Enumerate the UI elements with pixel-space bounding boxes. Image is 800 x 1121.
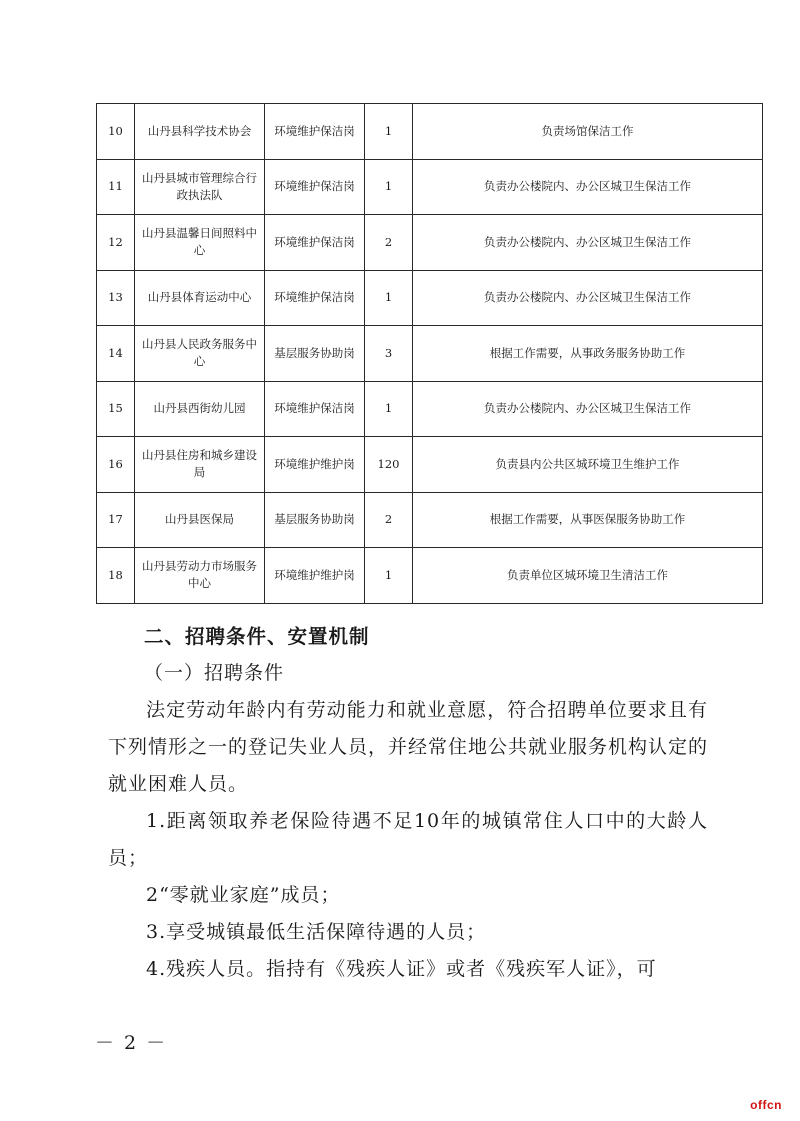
position-cell: 环境维护保洁岗 <box>265 215 365 271</box>
table-row <box>97 381 763 437</box>
row-number-cell: 18 <box>97 548 135 604</box>
duty-description-cell: 根据工作需要，从事医保服务协助工作 <box>413 492 763 548</box>
section-heading: 二、招聘条件、安置机制 <box>144 625 370 648</box>
watermark-logo: offcn <box>750 1098 782 1112</box>
duty-description-cell: 负责办公楼院内、办公区城卫生保洁工作 <box>413 270 763 326</box>
duty-description-cell: 负责场馆保洁工作 <box>413 104 763 160</box>
positions-table <box>96 103 763 604</box>
duty-description-cell: 负责县内公共区城环境卫生维护工作 <box>413 437 763 493</box>
position-cell: 基层服务协助岗 <box>265 326 365 382</box>
position-cell: 基层服务协助岗 <box>265 492 365 548</box>
body-text <box>108 618 708 988</box>
unit-name-cell: 山丹县温馨日间照料中心 <box>135 215 265 271</box>
row-number-cell: 15 <box>97 381 135 437</box>
position-cell: 环境维护保洁岗 <box>265 159 365 215</box>
unit-name-cell: 山丹县城市管理综合行政执法队 <box>135 159 265 215</box>
paragraph-item-1: 1.距离领取养老保险待遇不足10年的城镇常住人口中的大龄人员； <box>108 810 708 869</box>
headcount-cell: 3 <box>365 326 413 382</box>
headcount-cell: 1 <box>365 548 413 604</box>
table-row <box>97 215 763 271</box>
positions-table-body <box>97 104 763 604</box>
row-number-cell: 17 <box>97 492 135 548</box>
position-cell: 环境维护维护岗 <box>265 437 365 493</box>
headcount-cell: 1 <box>365 381 413 437</box>
unit-name-cell: 山丹县科学技术协会 <box>135 104 265 160</box>
unit-name-cell: 山丹县西街幼儿园 <box>135 381 265 437</box>
position-cell: 环境维护维护岗 <box>265 548 365 604</box>
headcount-cell: 2 <box>365 215 413 271</box>
unit-name-cell: 山丹县体育运动中心 <box>135 270 265 326</box>
table-row <box>97 270 763 326</box>
duty-description-cell: 负责办公楼院内、办公区城卫生保洁工作 <box>413 215 763 271</box>
headcount-cell: 2 <box>365 492 413 548</box>
paragraph-item-2: 2“零就业家庭”成员； <box>146 884 341 906</box>
paragraph-eligibility: 法定劳动年龄内有劳动能力和就业意愿，符合招聘单位要求且有下列情形之一的登记失业人员，并经常住地公共就业服务机构认定的就业困难人员。 <box>108 699 709 795</box>
duty-description-cell: 负责办公楼院内、办公区城卫生保洁工作 <box>413 159 763 215</box>
position-cell: 环境维护保洁岗 <box>265 381 365 437</box>
position-cell: 环境维护保洁岗 <box>265 270 365 326</box>
table-row <box>97 548 763 604</box>
headcount-cell: 120 <box>365 437 413 493</box>
paragraph-item-3: 3.享受城镇最低生活保障待遇的人员； <box>146 921 487 943</box>
table-row <box>97 437 763 493</box>
duty-description-cell: 负责单位区城环境卫生清洁工作 <box>413 548 763 604</box>
page-number: － 2 － <box>95 1032 168 1054</box>
duty-description-cell: 根据工作需要，从事政务服务协助工作 <box>413 326 763 382</box>
row-number-cell: 11 <box>97 159 135 215</box>
table-row <box>97 492 763 548</box>
table-row <box>97 104 763 160</box>
duty-description-cell: 负责办公楼院内、办公区城卫生保洁工作 <box>413 381 763 437</box>
row-number-cell: 16 <box>97 437 135 493</box>
row-number-cell: 14 <box>97 326 135 382</box>
headcount-cell: 1 <box>365 159 413 215</box>
position-cell: 环境维护保洁岗 <box>265 104 365 160</box>
headcount-cell: 1 <box>365 104 413 160</box>
row-number-cell: 13 <box>97 270 135 326</box>
unit-name-cell: 山丹县人民政务服务中心 <box>135 326 265 382</box>
headcount-cell: 1 <box>365 270 413 326</box>
unit-name-cell: 山丹县医保局 <box>135 492 265 548</box>
table-row <box>97 159 763 215</box>
section-subheading: （一）招聘条件 <box>144 662 285 684</box>
row-number-cell: 10 <box>97 104 135 160</box>
paragraph-item-4: 4.残疾人员。指持有《残疾人证》或者《残疾军人证》，可 <box>146 958 657 980</box>
unit-name-cell: 山丹县劳动力市场服务中心 <box>135 548 265 604</box>
table-row <box>97 326 763 382</box>
unit-name-cell: 山丹县住房和城乡建设局 <box>135 437 265 493</box>
row-number-cell: 12 <box>97 215 135 271</box>
